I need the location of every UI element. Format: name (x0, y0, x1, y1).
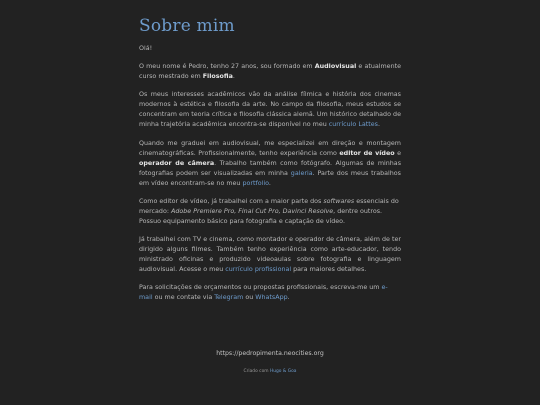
text: . (287, 294, 290, 302)
intro-paragraph (139, 62, 401, 82)
telegram-link[interactable]: Telegram (214, 294, 244, 302)
text: Já trabalhei com TV e cinema, como montador e operador de câmera, além de ter dirigido alguns filmes. Também tenho experiência como arte-educador, tendo ministrado oficinas e produzido videoaulas sobre fotografia e linguagem audiovisual. Acesse o meu (139, 235, 401, 273)
whatsapp-link[interactable]: WhatsApp (255, 294, 288, 302)
curriculum-link[interactable]: currículo profissional (225, 265, 292, 273)
text: . Trabalho também como fotógrafo. Algumas de minhas fotografias podem ser visualizadas em minha (139, 159, 401, 177)
experience-paragraph (139, 235, 401, 275)
text: Como editor de vídeo, já trabalhei com a maior parte dos (139, 197, 324, 205)
hugo-goa-link[interactable]: Hugo & Goa (269, 369, 297, 374)
em-software-list: Adobe Premiere Pro, Final Cut Pro, Davinci Resolve (171, 207, 334, 215)
text: e (394, 149, 402, 157)
greeting: Olá! (139, 45, 153, 52)
text: e atualmente curso mestrado em (139, 63, 401, 81)
bold-editor: editor de vídeo (339, 149, 395, 157)
em-softwares: softwares (323, 197, 355, 205)
main-content (139, 16, 401, 311)
academic-paragraph (139, 90, 401, 130)
email-link[interactable]: e-mail (139, 284, 388, 302)
credit-line (0, 369, 540, 374)
text: Quando me graduei em audiovisual, me especializei em direção e montagem cinematográficas. Profissionalmente, tenho experiência como (139, 139, 401, 157)
text: . Parte dos meus trabalhos em vídeo encontram-se no meu (139, 169, 401, 187)
contact-paragraph (139, 283, 401, 303)
text: essenciais do mercado: (139, 197, 399, 215)
bold-audiovisual: Audiovisual (314, 63, 357, 71)
gallery-link[interactable]: galeria (290, 169, 313, 177)
professional-paragraph (139, 139, 401, 189)
portfolio-link[interactable]: portfolio (242, 179, 269, 187)
text: Os meus interesses acadêmicos vão da análise fílmica e história dos cinemas modernos à estética e filosofia da arte. No campo da filosofia, meus estudos se concentram em teoria crítica e filosofia clássica alemã. Um histórico detalhado de minha trajetória acadêmica encontra-se disponível no meu (139, 91, 401, 129)
text: para maiores detalhes. (291, 265, 367, 273)
credit-prefix: Criado com (243, 369, 270, 374)
text: Para solicitações de orçamentos ou propostas profissionais, escreva-me um (139, 284, 382, 292)
bold-filosofia: Filosofia (202, 73, 233, 81)
page-title: Sobre mim (139, 16, 235, 36)
text: . (232, 73, 235, 81)
text: ou (243, 294, 256, 302)
bold-camera: operador de câmera (139, 159, 215, 167)
text: O meu nome é Pedro, tenho 27 anos, sou formado em (139, 63, 315, 71)
software-paragraph (139, 197, 401, 227)
site-url: https://pedropimenta.neocities.org (216, 350, 324, 357)
text: . (377, 121, 380, 129)
lattes-link[interactable]: currículo Lattes (328, 121, 378, 129)
text: , dentre outros. Possuo equipamento básico para fotografia e captação de vídeo. (139, 207, 383, 225)
text: . (268, 179, 271, 187)
text: ou me contate via (152, 294, 215, 302)
